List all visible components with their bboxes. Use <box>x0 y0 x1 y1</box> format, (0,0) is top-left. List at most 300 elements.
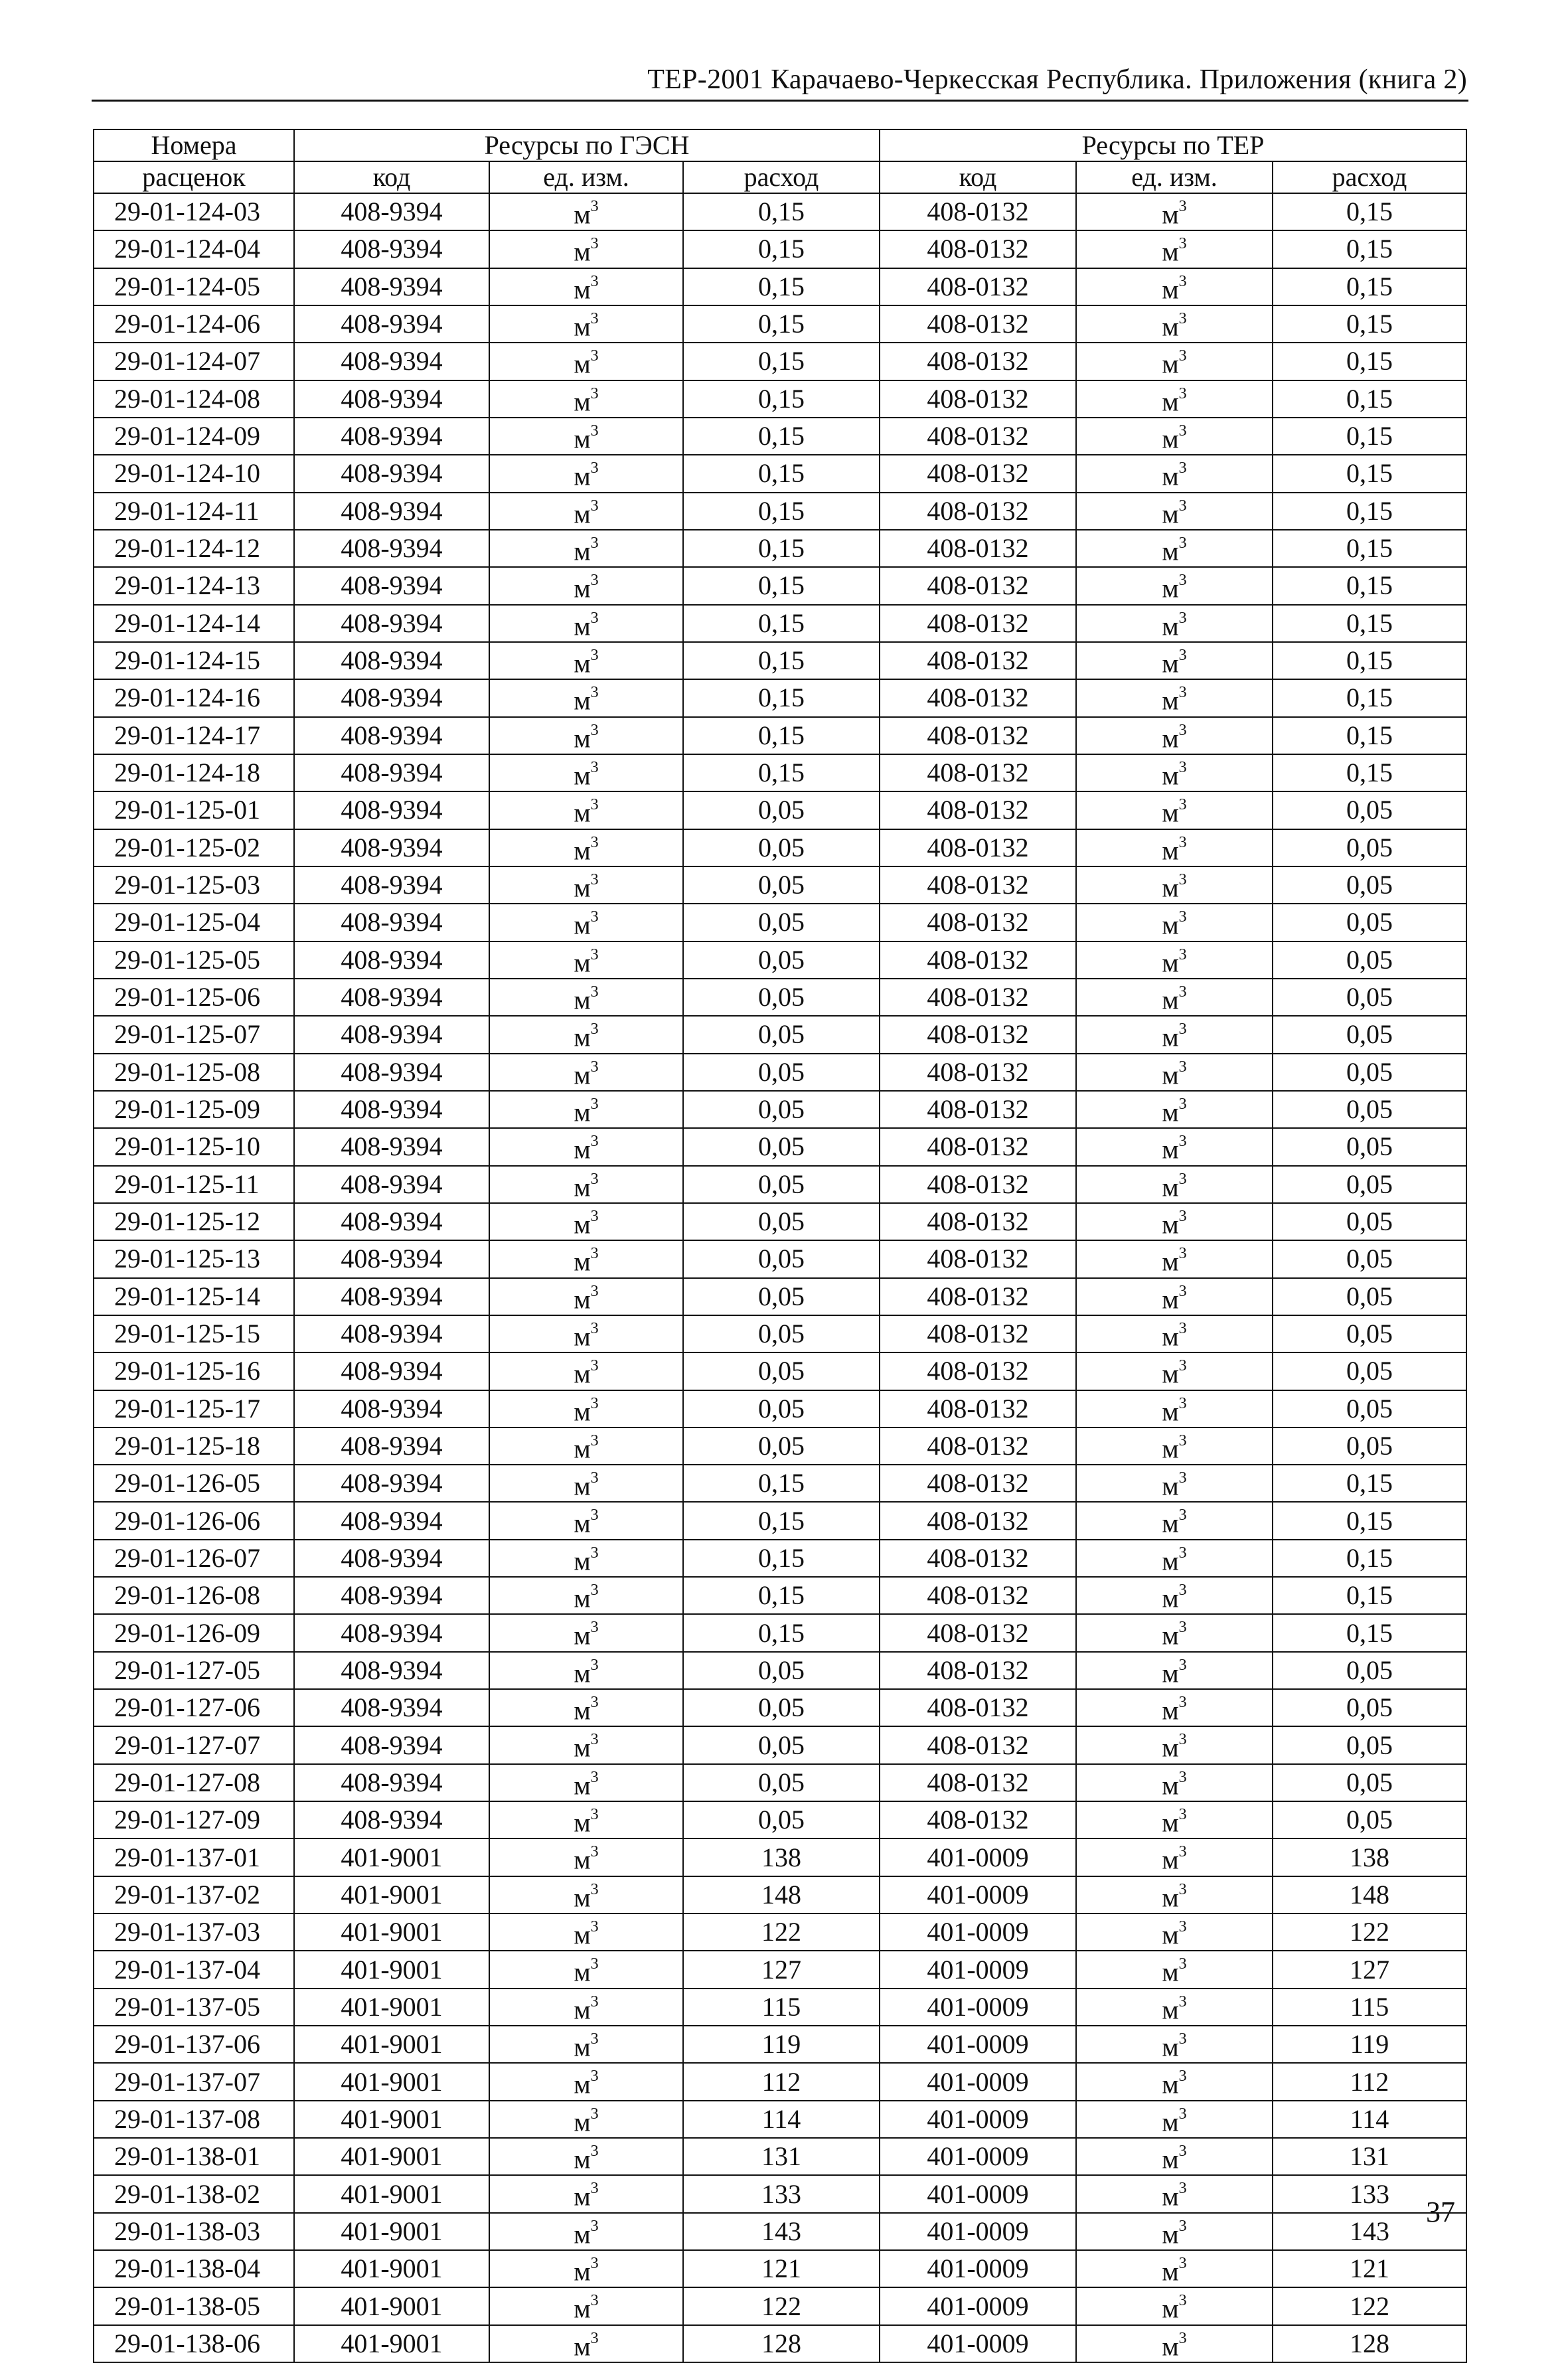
unit-exponent: 3 <box>1178 2105 1187 2123</box>
table-row <box>94 1838 1466 1876</box>
unit-exponent: 3 <box>1178 198 1187 215</box>
unit-exponent: 3 <box>1178 833 1187 851</box>
ter-code-cell: 408-0132 <box>880 230 1076 268</box>
rate-cell: 29-01-124-11 <box>94 493 294 530</box>
gesn-code-cell: 408-9394 <box>294 1614 489 1651</box>
unit-base: м <box>574 1658 591 1688</box>
unit-exponent: 3 <box>1178 1282 1187 1300</box>
ter-qty-cell: 0,15 <box>1273 493 1466 530</box>
gesn-code-cell: 408-9394 <box>294 866 489 904</box>
gesn-qty-cell: 127 <box>683 1951 880 1988</box>
gesn-code-cell: 401-9001 <box>294 2250 489 2287</box>
ter-qty-cell: 0,15 <box>1273 642 1466 679</box>
gesn-code-cell: 408-9394 <box>294 1726 489 1763</box>
table-row <box>94 1203 1466 1240</box>
unit-exponent: 3 <box>590 272 599 290</box>
ter-unit-cell <box>1076 2175 1273 2212</box>
ter-unit-cell <box>1076 979 1273 1016</box>
unit-exponent: 3 <box>1178 1955 1187 1973</box>
unit-exponent: 3 <box>590 1544 599 1562</box>
ter-code-cell: 408-0132 <box>880 1465 1076 1502</box>
table-row <box>94 1278 1466 1315</box>
unit-base: м <box>1162 1396 1179 1426</box>
header-rates-number: Номера <box>94 129 294 161</box>
unit-exponent: 3 <box>590 235 599 253</box>
unit-exponent: 3 <box>590 758 599 776</box>
ter-qty-cell: 0,05 <box>1273 941 1466 979</box>
table-row <box>94 1091 1466 1128</box>
ter-qty-cell: 0,05 <box>1273 1128 1466 1165</box>
unit-base: м <box>1162 274 1179 304</box>
gesn-qty-cell: 114 <box>683 2101 880 2138</box>
unit-base: м <box>1162 1995 1179 2025</box>
rate-cell: 29-01-127-09 <box>94 1801 294 1838</box>
gesn-qty-cell: 133 <box>683 2175 880 2212</box>
unit-exponent: 3 <box>1178 2329 1187 2347</box>
unit-base: м <box>1162 1957 1179 1987</box>
ter-qty-cell: 128 <box>1273 2325 1466 2362</box>
rate-cell: 29-01-124-09 <box>94 418 294 455</box>
ter-code-cell: 401-0009 <box>880 2175 1076 2212</box>
unit-exponent: 3 <box>1178 1170 1187 1188</box>
rate-cell: 29-01-124-10 <box>94 455 294 492</box>
header-rates-label: расценок <box>94 161 294 193</box>
gesn-code-cell: 408-9394 <box>294 418 489 455</box>
unit-exponent: 3 <box>1178 1731 1187 1749</box>
gesn-qty-cell: 112 <box>683 2063 880 2100</box>
unit-base: м <box>574 1321 591 1352</box>
unit-base: м <box>574 2181 591 2212</box>
unit-exponent: 3 <box>590 1619 599 1637</box>
gesn-unit-cell <box>489 829 683 866</box>
gesn-qty-cell: 0,05 <box>683 1091 880 1128</box>
gesn-code-cell: 408-9394 <box>294 1016 489 1053</box>
unit-base: м <box>574 610 591 641</box>
ter-unit-cell <box>1076 1054 1273 1091</box>
unit-exponent: 3 <box>590 2292 599 2310</box>
gesn-qty-cell: 122 <box>683 1914 880 1951</box>
table-row <box>94 1914 1466 1951</box>
ter-qty-cell: 0,15 <box>1273 1502 1466 1539</box>
ter-qty-cell: 122 <box>1273 1914 1466 1951</box>
rate-cell: 29-01-137-01 <box>94 1838 294 1876</box>
unit-exponent: 3 <box>590 2255 599 2273</box>
gesn-unit-cell <box>489 1838 683 1876</box>
ter-qty-cell: 0,15 <box>1273 380 1466 418</box>
unit-exponent: 3 <box>590 1918 599 1936</box>
unit-base: м <box>1162 722 1179 753</box>
unit-exponent: 3 <box>1178 459 1187 477</box>
unit-base: м <box>1162 2293 1179 2324</box>
gesn-code-cell: 408-9394 <box>294 979 489 1016</box>
unit-base: м <box>574 872 591 903</box>
gesn-code-cell: 408-9394 <box>294 268 489 305</box>
rate-cell: 29-01-125-01 <box>94 791 294 829</box>
gesn-unit-cell <box>489 679 683 716</box>
gesn-qty-cell: 119 <box>683 2026 880 2063</box>
gesn-code-cell: 401-9001 <box>294 2213 489 2250</box>
unit-base: м <box>574 1246 591 1277</box>
gesn-qty-cell: 128 <box>683 2325 880 2362</box>
unit-base: м <box>1162 872 1179 903</box>
gesn-unit-cell <box>489 343 683 380</box>
ter-code-cell: 401-0009 <box>880 1951 1076 1988</box>
unit-base: м <box>574 1209 591 1240</box>
unit-base: м <box>1162 1059 1179 1090</box>
gesn-code-cell: 408-9394 <box>294 193 489 230</box>
table-row <box>94 1540 1466 1577</box>
table-row <box>94 1689 1466 1726</box>
ter-unit-cell <box>1076 455 1273 492</box>
unit-exponent: 3 <box>590 908 599 926</box>
unit-base: м <box>1162 386 1179 416</box>
table-row <box>94 642 1466 679</box>
ter-code-cell: 408-0132 <box>880 530 1076 567</box>
unit-base: м <box>574 2219 591 2249</box>
unit-base: м <box>574 1546 591 1576</box>
rate-cell: 29-01-124-15 <box>94 642 294 679</box>
gesn-unit-cell <box>489 1577 683 1614</box>
table-row <box>94 1614 1466 1651</box>
unit-base: м <box>574 722 591 753</box>
unit-base: м <box>574 199 591 230</box>
header-gesn-qty: расход <box>683 161 880 193</box>
rate-cell: 29-01-124-06 <box>94 305 294 343</box>
unit-base: м <box>1162 1770 1179 1801</box>
gesn-code-cell: 408-9394 <box>294 1203 489 1240</box>
rate-cell: 29-01-125-17 <box>94 1390 294 1427</box>
ter-qty-cell: 0,15 <box>1273 418 1466 455</box>
gesn-code-cell: 408-9394 <box>294 455 489 492</box>
unit-base: м <box>574 2331 591 2362</box>
rate-cell: 29-01-137-06 <box>94 2026 294 2063</box>
gesn-code-cell: 408-9394 <box>294 941 489 979</box>
unit-base: м <box>1162 2032 1179 2062</box>
rate-cell: 29-01-126-06 <box>94 1502 294 1539</box>
gesn-unit-cell <box>489 2287 683 2324</box>
rate-cell: 29-01-125-15 <box>94 1315 294 1352</box>
table-row <box>94 530 1466 567</box>
gesn-qty-cell: 138 <box>683 1838 880 1876</box>
table-row <box>94 941 1466 979</box>
table-row <box>94 1764 1466 1801</box>
table-row <box>94 1054 1466 1091</box>
unit-base: м <box>574 1171 591 1202</box>
gesn-unit-cell <box>489 305 683 343</box>
ter-unit-cell <box>1076 1838 1273 1876</box>
ter-unit-cell <box>1076 305 1273 343</box>
unit-exponent: 3 <box>1178 235 1187 253</box>
unit-base: м <box>574 1995 591 2025</box>
gesn-unit-cell <box>489 268 683 305</box>
gesn-qty-cell: 0,05 <box>683 1652 880 1689</box>
unit-exponent: 3 <box>1178 908 1187 926</box>
table-row <box>94 1352 1466 1390</box>
table-row <box>94 1801 1466 1838</box>
ter-code-cell: 408-0132 <box>880 193 1076 230</box>
ter-code-cell: 408-0132 <box>880 1128 1076 1165</box>
unit-exponent: 3 <box>1178 309 1187 327</box>
unit-exponent: 3 <box>590 721 599 739</box>
gesn-code-cell: 408-9394 <box>294 1689 489 1726</box>
table-row <box>94 979 1466 1016</box>
ter-unit-cell <box>1076 2250 1273 2287</box>
ter-unit-cell <box>1076 2101 1273 2138</box>
table-row <box>94 493 1466 530</box>
ter-qty-cell: 0,15 <box>1273 605 1466 642</box>
ter-qty-cell: 0,05 <box>1273 1016 1466 1053</box>
table-row <box>94 1465 1466 1502</box>
unit-base: м <box>574 2256 591 2287</box>
ter-unit-cell <box>1076 2325 1273 2362</box>
ter-code-cell: 408-0132 <box>880 1054 1076 1091</box>
unit-base: м <box>574 1583 591 1613</box>
unit-exponent: 3 <box>1178 983 1187 1001</box>
ter-code-cell: 408-0132 <box>880 455 1076 492</box>
unit-exponent: 3 <box>1178 1768 1187 1786</box>
unit-exponent: 3 <box>1178 572 1187 590</box>
unit-exponent: 3 <box>1178 1133 1187 1151</box>
ter-unit-cell <box>1076 1427 1273 1465</box>
gesn-unit-cell <box>489 1689 683 1726</box>
unit-base: м <box>1162 2331 1179 2362</box>
unit-exponent: 3 <box>590 1431 599 1449</box>
unit-exponent: 3 <box>1178 497 1187 515</box>
table-row <box>94 717 1466 754</box>
unit-exponent: 3 <box>590 422 599 440</box>
ter-qty-cell: 0,05 <box>1273 829 1466 866</box>
ter-unit-cell <box>1076 679 1273 716</box>
ter-qty-cell: 131 <box>1273 2138 1466 2175</box>
table-row <box>94 343 1466 380</box>
gesn-qty-cell: 121 <box>683 2250 880 2287</box>
table-header-row-sub <box>94 161 1466 193</box>
ter-unit-cell <box>1076 2138 1273 2175</box>
gesn-code-cell: 408-9394 <box>294 679 489 716</box>
table-row <box>94 904 1466 941</box>
unit-base: м <box>574 2032 591 2062</box>
unit-exponent: 3 <box>590 2068 599 2085</box>
table-row <box>94 866 1466 904</box>
unit-base: м <box>574 274 591 304</box>
ter-qty-cell: 122 <box>1273 2287 1466 2324</box>
unit-exponent: 3 <box>590 1843 599 1861</box>
header-gesn-resources: Ресурсы по ГЭСН <box>294 129 880 161</box>
unit-base: м <box>1162 1283 1179 1314</box>
unit-base: м <box>574 1097 591 1127</box>
ter-code-cell: 408-0132 <box>880 979 1076 1016</box>
rate-cell: 29-01-125-09 <box>94 1091 294 1128</box>
ter-code-cell: 408-0132 <box>880 1203 1076 1240</box>
ter-unit-cell <box>1076 904 1273 941</box>
unit-base: м <box>574 685 591 716</box>
table-row <box>94 679 1466 716</box>
gesn-code-cell: 408-9394 <box>294 1390 489 1427</box>
gesn-code-cell: 408-9394 <box>294 1801 489 1838</box>
gesn-qty-cell: 0,15 <box>683 343 880 380</box>
table-row <box>94 1315 1466 1352</box>
unit-exponent: 3 <box>1178 2180 1187 2198</box>
unit-exponent: 3 <box>1178 796 1187 814</box>
unit-exponent: 3 <box>590 1993 599 2010</box>
unit-exponent: 3 <box>590 833 599 851</box>
rate-cell: 29-01-126-05 <box>94 1465 294 1502</box>
unit-base: м <box>1162 985 1179 1015</box>
gesn-qty-cell: 0,05 <box>683 1427 880 1465</box>
unit-base: м <box>1162 1171 1179 1202</box>
unit-base: м <box>1162 1022 1179 1052</box>
unit-base: м <box>1162 1358 1179 1389</box>
gesn-qty-cell: 0,15 <box>683 567 880 604</box>
gesn-qty-cell: 0,15 <box>683 1502 880 1539</box>
gesn-qty-cell: 0,05 <box>683 1128 880 1165</box>
gesn-unit-cell <box>489 2250 683 2287</box>
gesn-unit-cell <box>489 493 683 530</box>
unit-base: м <box>574 1059 591 1090</box>
table-row <box>94 754 1466 791</box>
ter-code-cell: 408-0132 <box>880 343 1076 380</box>
ter-unit-cell <box>1076 2213 1273 2250</box>
unit-base: м <box>1162 536 1179 566</box>
unit-exponent: 3 <box>590 1768 599 1786</box>
gesn-code-cell: 408-9394 <box>294 305 489 343</box>
unit-exponent: 3 <box>1178 2255 1187 2273</box>
table-row <box>94 567 1466 604</box>
unit-base: м <box>1162 1658 1179 1688</box>
ter-qty-cell: 127 <box>1273 1951 1466 1988</box>
unit-base: м <box>574 2293 591 2324</box>
gesn-unit-cell <box>489 455 683 492</box>
table-row <box>94 2250 1466 2287</box>
unit-exponent: 3 <box>590 572 599 590</box>
ter-unit-cell <box>1076 1951 1273 1988</box>
gesn-code-cell: 408-9394 <box>294 343 489 380</box>
table-row <box>94 2213 1466 2250</box>
gesn-qty-cell: 0,05 <box>683 829 880 866</box>
unit-exponent: 3 <box>590 1582 599 1599</box>
gesn-unit-cell <box>489 1989 683 2026</box>
unit-exponent: 3 <box>1178 1582 1187 1599</box>
ter-code-cell: 408-0132 <box>880 904 1076 941</box>
ter-qty-cell: 0,05 <box>1273 1689 1466 1726</box>
unit-base: м <box>1162 1508 1179 1538</box>
unit-base: м <box>1162 1807 1179 1838</box>
table-row <box>94 455 1466 492</box>
gesn-qty-cell: 0,15 <box>683 1540 880 1577</box>
unit-base: м <box>574 1807 591 1838</box>
unit-exponent: 3 <box>590 1095 599 1113</box>
ter-qty-cell: 0,15 <box>1273 1540 1466 1577</box>
gesn-qty-cell: 0,15 <box>683 268 880 305</box>
unit-base: м <box>574 1919 591 1950</box>
table-row <box>94 1128 1466 1165</box>
rate-cell: 29-01-126-07 <box>94 1540 294 1577</box>
gesn-code-cell: 408-9394 <box>294 791 489 829</box>
ter-unit-cell <box>1076 1465 1273 1502</box>
gesn-qty-cell: 0,05 <box>683 1166 880 1203</box>
gesn-code-cell: 401-9001 <box>294 2063 489 2100</box>
header-ter-qty: расход <box>1273 161 1466 193</box>
unit-exponent: 3 <box>590 796 599 814</box>
ter-code-cell: 408-0132 <box>880 1614 1076 1651</box>
header-gesn-unit: ед. изм. <box>489 161 683 193</box>
ter-qty-cell: 0,15 <box>1273 717 1466 754</box>
gesn-unit-cell <box>489 904 683 941</box>
table-row <box>94 380 1466 418</box>
ter-unit-cell <box>1076 1128 1273 1165</box>
ter-qty-cell: 0,05 <box>1273 1315 1466 1352</box>
header-ter-unit: ед. изм. <box>1076 161 1273 193</box>
rate-cell: 29-01-125-06 <box>94 979 294 1016</box>
unit-exponent: 3 <box>1178 2217 1187 2235</box>
ter-unit-cell <box>1076 1614 1273 1651</box>
rate-cell: 29-01-125-10 <box>94 1128 294 1165</box>
unit-base: м <box>574 498 591 529</box>
ter-qty-cell: 0,05 <box>1273 1054 1466 1091</box>
ter-code-cell: 401-0009 <box>880 2213 1076 2250</box>
unit-exponent: 3 <box>1178 422 1187 440</box>
unit-base: м <box>574 2144 591 2174</box>
gesn-code-cell: 408-9394 <box>294 1427 489 1465</box>
rate-cell: 29-01-125-03 <box>94 866 294 904</box>
gesn-code-cell: 408-9394 <box>294 904 489 941</box>
rate-cell: 29-01-138-01 <box>94 2138 294 2175</box>
gesn-code-cell: 401-9001 <box>294 1914 489 1951</box>
ter-code-cell: 408-0132 <box>880 268 1076 305</box>
gesn-unit-cell <box>489 1315 683 1352</box>
unit-exponent: 3 <box>590 497 599 515</box>
gesn-qty-cell: 0,15 <box>683 1465 880 1502</box>
table-row <box>94 230 1466 268</box>
unit-base: м <box>1162 498 1179 529</box>
unit-base: м <box>1162 1134 1179 1165</box>
ter-qty-cell: 0,05 <box>1273 904 1466 941</box>
gesn-qty-cell: 0,05 <box>683 1390 880 1427</box>
ter-code-cell: 408-0132 <box>880 418 1076 455</box>
unit-base: м <box>1162 2069 1179 2099</box>
ter-unit-cell <box>1076 642 1273 679</box>
unit-base: м <box>1162 1433 1179 1464</box>
ter-qty-cell: 143 <box>1273 2213 1466 2250</box>
unit-base: м <box>574 648 591 679</box>
gesn-unit-cell <box>489 418 683 455</box>
gesn-qty-cell: 0,05 <box>683 1203 880 1240</box>
gesn-qty-cell: 0,15 <box>683 380 880 418</box>
ter-qty-cell: 0,05 <box>1273 1278 1466 1315</box>
unit-exponent: 3 <box>1178 721 1187 739</box>
ter-code-cell: 408-0132 <box>880 1240 1076 1277</box>
ter-unit-cell <box>1076 1278 1273 1315</box>
unit-exponent: 3 <box>1178 1394 1187 1412</box>
ter-qty-cell: 138 <box>1273 1838 1466 1876</box>
unit-base: м <box>574 1620 591 1651</box>
ter-qty-cell: 0,15 <box>1273 567 1466 604</box>
unit-exponent: 3 <box>590 1806 599 1824</box>
gesn-code-cell: 408-9394 <box>294 1128 489 1165</box>
table-row <box>94 2101 1466 2138</box>
gesn-qty-cell: 0,05 <box>683 1764 880 1801</box>
gesn-qty-cell: 0,15 <box>683 230 880 268</box>
rate-cell: 29-01-125-18 <box>94 1427 294 1465</box>
gesn-unit-cell <box>489 1652 683 1689</box>
header-gesn-code: код <box>294 161 489 193</box>
ter-code-cell: 401-0009 <box>880 2063 1076 2100</box>
table-row <box>94 268 1466 305</box>
table-row <box>94 1652 1466 1689</box>
ter-code-cell: 408-0132 <box>880 1726 1076 1763</box>
ter-code-cell: 408-0132 <box>880 1166 1076 1203</box>
unit-base: м <box>1162 910 1179 940</box>
